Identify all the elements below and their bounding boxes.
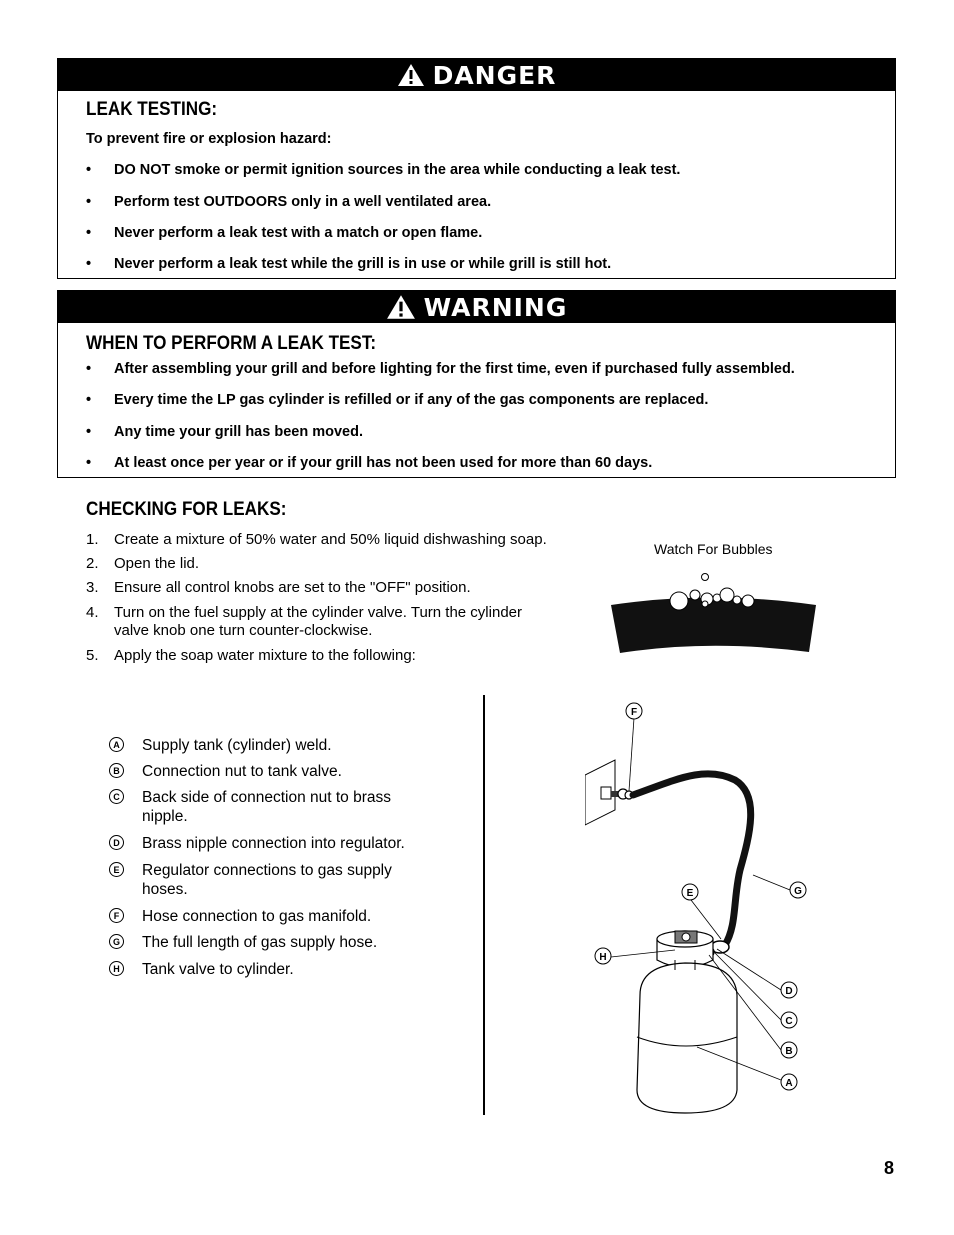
diagram-label-c: C bbox=[785, 1016, 793, 1027]
hose-bubbles-illustration bbox=[605, 565, 820, 660]
leak-testing-title: LEAK TESTING: bbox=[86, 99, 218, 120]
danger-header bbox=[58, 59, 895, 91]
warning-triangle-icon bbox=[397, 63, 425, 87]
diagram-label-e: E bbox=[686, 888, 694, 899]
step: 4. Turn on the fuel supply at the cylinder valve. Turn the cylinder valve knob one turn counter-clockwise. bbox=[86, 604, 522, 639]
list-item: A Supply tank (cylinder) weld. bbox=[109, 736, 409, 755]
list-item: G The full length of gas supply hose. bbox=[109, 933, 409, 952]
danger-bullet: • DO NOT smoke or permit ignition sources in the area while conducting a leak test. bbox=[86, 162, 681, 178]
lp-tank-diagram bbox=[585, 695, 815, 1115]
list-item: D Brass nipple connection into regulator. bbox=[109, 834, 439, 853]
diagram-label-g: G bbox=[794, 886, 802, 897]
checking-title: CHECKING FOR LEAKS: bbox=[86, 499, 287, 520]
step: 1. Create a mixture of 50% water and 50% liquid dishwashing soap. bbox=[86, 531, 547, 548]
diagram-label-f: F bbox=[630, 707, 638, 718]
step: 2. Open the lid. bbox=[86, 555, 200, 572]
list-item: C Back side of connection nut to brass nipple. bbox=[109, 788, 409, 826]
warning-bullet: • After assembling your grill and before lighting for the first time, even if purchased fully assembled. bbox=[86, 361, 795, 377]
warning-bullet: • At least once per year or if your grill has not been used for more than 60 days. bbox=[86, 455, 653, 471]
list-item: B Connection nut to tank valve. bbox=[109, 762, 409, 781]
warning-header-text: WARNING bbox=[423, 292, 568, 322]
column-divider bbox=[483, 695, 485, 1115]
list-item: E Regulator connections to gas supply hoses. bbox=[109, 861, 409, 899]
diagram-label-d: D bbox=[785, 986, 793, 997]
warning-triangle-icon bbox=[386, 294, 416, 320]
page-number: 8 bbox=[884, 1158, 895, 1178]
bubbles-caption: Watch For Bubbles bbox=[654, 541, 773, 557]
diagram-label-a: A bbox=[785, 1078, 793, 1089]
when-to-test-title: WHEN TO PERFORM A LEAK TEST: bbox=[86, 333, 377, 354]
danger-bullet: • Perform test OUTDOORS only in a well ventilated area. bbox=[86, 194, 492, 210]
warning-header bbox=[58, 291, 895, 323]
danger-header-text: DANGER bbox=[432, 60, 557, 90]
step: 3. Ensure all control knobs are set to the "OFF" position. bbox=[86, 579, 471, 596]
danger-bullet: • Never perform a leak test while the grill is in use or while grill is still hot. bbox=[86, 256, 612, 272]
warning-bullet: • Any time your grill has been moved. bbox=[86, 424, 363, 440]
warning-box bbox=[57, 290, 896, 478]
list-item: F Hose connection to gas manifold. bbox=[109, 907, 409, 926]
warning-bullet: • Every time the LP gas cylinder is refilled or if any of the gas components are replaced. bbox=[86, 392, 709, 408]
danger-bullet: • Never perform a leak test with a match or open flame. bbox=[86, 225, 483, 241]
diagram-label-b: B bbox=[785, 1046, 793, 1057]
step: 5. Apply the soap water mixture to the following: bbox=[86, 647, 416, 664]
danger-intro: To prevent fire or explosion hazard: bbox=[86, 131, 332, 147]
diagram-label-h: H bbox=[599, 952, 607, 963]
list-item: H Tank valve to cylinder. bbox=[109, 960, 409, 979]
